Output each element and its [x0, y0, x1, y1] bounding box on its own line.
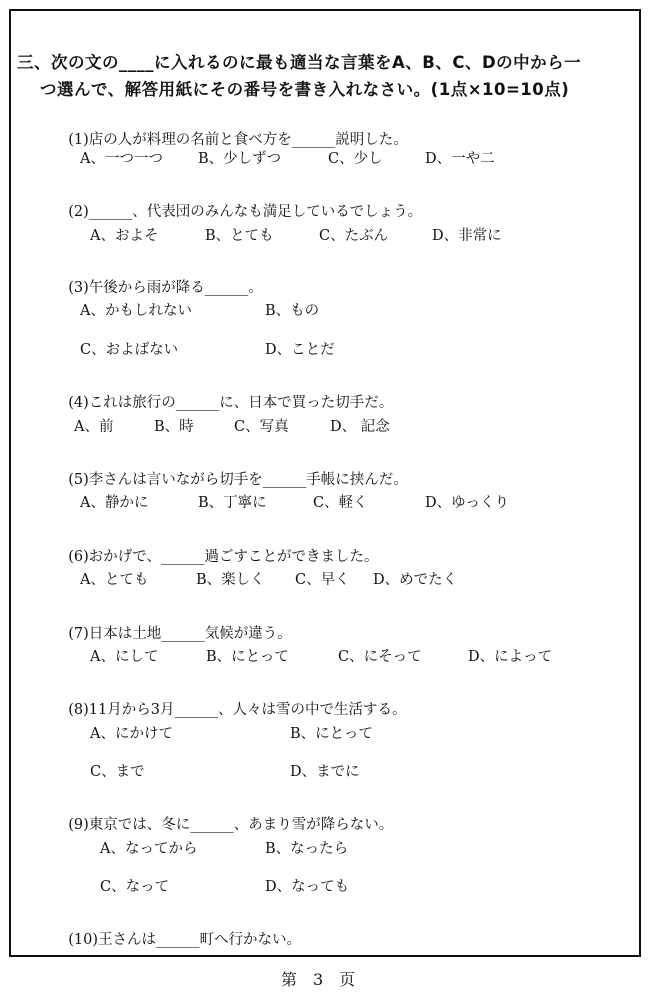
- q5-option-b: B、丁寧に: [198, 495, 267, 511]
- question-number: (9): [68, 816, 89, 833]
- question-text: 店の人が料理の名前と食べ方を______説明した。: [88, 131, 408, 148]
- q5-option-a: A、静かに: [80, 495, 149, 511]
- question-number: (1): [68, 131, 89, 148]
- question-1: [59, 118, 408, 147]
- question-number: (4): [68, 394, 89, 411]
- question-number: (2): [68, 203, 89, 220]
- question-text: 王さんは______町へ行かない。: [97, 931, 301, 948]
- q1-option-a: A、一つ一つ: [80, 151, 163, 167]
- q8-option-d: D、までに: [290, 764, 360, 780]
- q7-option-c: C、にそって: [338, 649, 422, 665]
- q3-option-b: B、もの: [265, 303, 320, 319]
- q5-option-d: D、ゆっくり: [425, 495, 509, 511]
- q3-option-a: A、かもしれない: [80, 303, 192, 319]
- question-text: 東京では、冬に______、あまり雪が降らない。: [88, 816, 394, 833]
- question-10: [59, 918, 301, 947]
- q4-option-b: B、時: [154, 419, 194, 435]
- q3-option-d: D、ことだ: [265, 342, 335, 358]
- question-6: [59, 535, 378, 564]
- question-8: [59, 688, 406, 717]
- q2-option-a: A、およそ: [90, 228, 159, 244]
- q4-option-d: D、 記念: [330, 419, 390, 435]
- question-7: [59, 612, 292, 641]
- q7-option-b: B、にとって: [206, 649, 289, 665]
- q2-option-b: B、とても: [205, 228, 274, 244]
- q8-option-c: C、まで: [90, 764, 145, 780]
- q7-option-a: A、にして: [90, 649, 159, 665]
- section-instruction-line1: 三、次の文の____に入れるのに最も適当な言葉をA、B、C、Dの中から一: [17, 53, 582, 72]
- question-text: おかげで、______過ごすことができました。: [88, 548, 379, 565]
- question-text: 日本は土地______気候が違う。: [88, 625, 292, 642]
- question-text: 李さんは言いながら切手を______手帳に挟んだ。: [88, 471, 408, 488]
- question-text: 11月から3月______、人々は雪の中で生活する。: [88, 701, 407, 718]
- q4-option-a: A、前: [74, 419, 114, 435]
- q8-option-b: B、にとって: [290, 726, 373, 742]
- q9-option-c: C、なって: [100, 879, 170, 895]
- question-number: (8): [68, 701, 89, 718]
- q6-option-c: C、早く: [295, 572, 350, 588]
- q6-option-a: A、とても: [80, 572, 149, 588]
- q9-option-b: B、なったら: [265, 841, 349, 857]
- q3-option-c: C、およばない: [80, 342, 179, 358]
- q5-option-c: C、軽く: [313, 495, 368, 511]
- question-number: (5): [68, 471, 89, 488]
- question-5: [59, 458, 408, 487]
- question-3: [59, 266, 263, 295]
- q4-option-c: C、写真: [234, 419, 289, 435]
- q9-option-d: D、なっても: [265, 879, 350, 895]
- q6-option-b: B、楽しく: [196, 572, 265, 588]
- question-text: これは旅行の______に、日本で買った切手だ。: [88, 394, 394, 411]
- q1-option-c: C、少し: [328, 151, 383, 167]
- q6-option-d: D、めでたく: [373, 572, 458, 588]
- question-9: [59, 803, 393, 832]
- section-instruction-line2: つ選んで、解答用紙にその番号を書き入れなさい。(1点×10=10点): [40, 80, 570, 99]
- question-number: (3): [68, 279, 89, 296]
- page-number: 第 3 页: [281, 970, 356, 989]
- q2-option-d: D、非常に: [432, 228, 502, 244]
- question-number: (6): [68, 548, 89, 565]
- question-number: (7): [68, 625, 89, 642]
- q8-option-a: A、にかけて: [90, 726, 173, 742]
- question-4: [59, 381, 393, 410]
- question-text: ______、代表団のみんなも満足しているでしょう。: [88, 203, 423, 220]
- q1-option-b: B、少しずつ: [198, 151, 282, 167]
- question-number: (10): [68, 931, 98, 948]
- q7-option-d: D、によって: [468, 649, 553, 665]
- q2-option-c: C、たぶん: [319, 228, 389, 244]
- question-2: [59, 190, 422, 219]
- q9-option-a: A、なってから: [100, 841, 198, 857]
- q1-option-d: D、一や二: [425, 151, 495, 167]
- question-text: 午後から雨が降る______。: [88, 279, 263, 296]
